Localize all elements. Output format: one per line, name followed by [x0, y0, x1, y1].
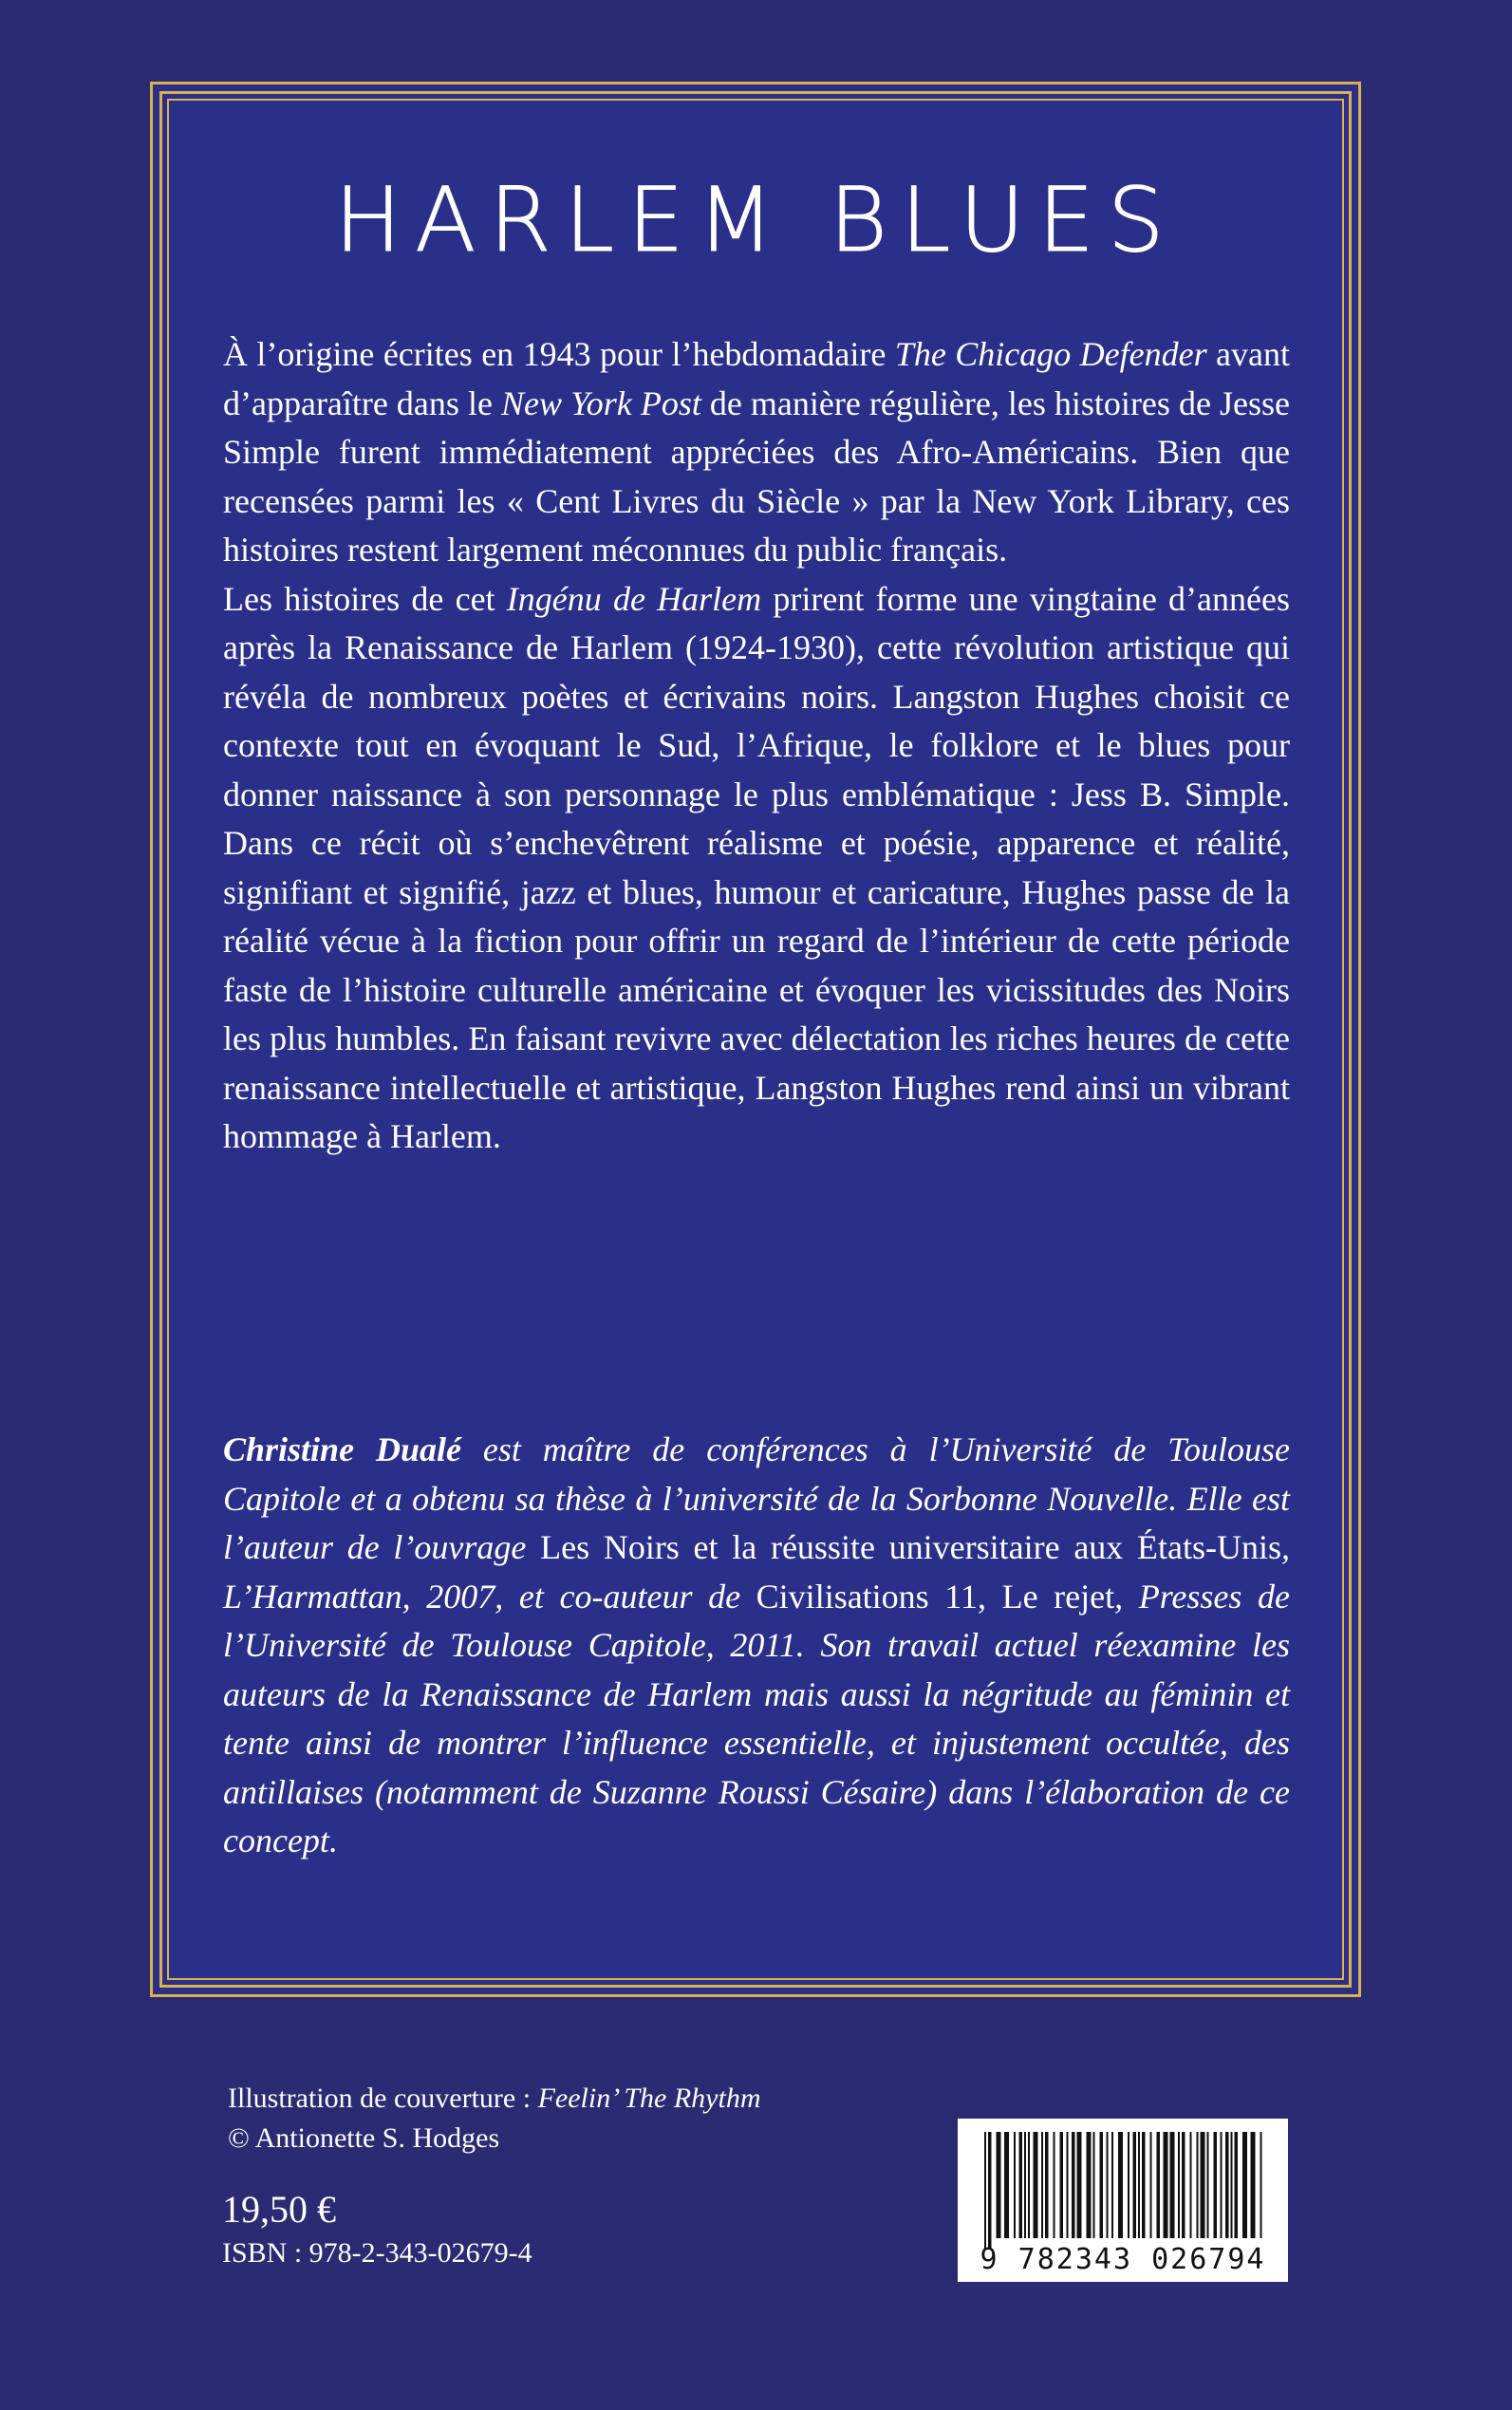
summary-p2-run: Les histoires de cet: [223, 579, 507, 618]
barcode-bar: [1054, 2132, 1055, 2238]
author-bio: [223, 1426, 1290, 1866]
barcode-digits: 9 782343 026794: [980, 2243, 1266, 2276]
bio-book-title: Les Noirs et la réussite universitaire aux États-Unis: [540, 1528, 1282, 1566]
illustration-credit: [228, 2079, 761, 2119]
summary-p1-run: avant d’apparaître dans le: [223, 335, 1291, 422]
barcode-bar: [1133, 2132, 1137, 2238]
barcode-bar: [1182, 2132, 1185, 2238]
barcode-bar: [1045, 2132, 1049, 2238]
barcode-bar: [1034, 2132, 1038, 2238]
illustration-label: Illustration de couverture :: [228, 2083, 538, 2114]
barcode-bar: [1231, 2132, 1233, 2238]
barcode-bar: [1142, 2132, 1146, 2238]
barcode-bar: [1190, 2132, 1192, 2238]
barcode-bar: [1164, 2132, 1168, 2238]
cover-credits: [228, 2079, 761, 2158]
bio-text: est maître de conférences à l’Université de Toulouse Capitole et a obtenu sa thèse à l’université de la Sorbonne Nouvelle. Elle est l’auteur de l’ouvrage: [223, 1430, 1290, 1566]
barcode-bar: [1041, 2132, 1043, 2238]
barcode-bar: [1107, 2132, 1109, 2238]
barcode-bar: [1072, 2132, 1075, 2238]
barcode-bar: [1207, 2132, 1209, 2238]
bio-text: , L’Harmattan, 2007, et co-auteur de: [223, 1528, 1291, 1616]
barcode-bar: [1128, 2132, 1129, 2238]
summary-p1-run: À l’origine écrites en 1943 pour l’hebdomadaire: [223, 335, 895, 373]
price-block: [222, 2188, 532, 2275]
price: 19,50 €: [222, 2188, 336, 2231]
barcode-bar: [1197, 2132, 1199, 2238]
barcode-bar: [1077, 2132, 1082, 2238]
summary-p1-run: New York Post: [501, 383, 701, 422]
barcode-bar: [1170, 2132, 1175, 2238]
barcode-bar: [1100, 2132, 1104, 2238]
summary-text: [223, 330, 1290, 1162]
barcode-bar: [1014, 2132, 1016, 2238]
illustration-title: Feelin’ The Rhythm: [537, 2083, 761, 2114]
barcode-bar: [1060, 2132, 1064, 2238]
summary-paragraph-1: [223, 330, 1290, 575]
barcode-bar: [997, 2132, 1001, 2238]
summary-p2-run: Ingénu de Harlem: [506, 579, 762, 618]
barcode-bar: [984, 2132, 986, 2250]
author-name: Christine Dualé: [223, 1430, 461, 1468]
barcode-bar: [1178, 2132, 1180, 2238]
barcode-bar: [1157, 2132, 1161, 2238]
barcode-bar: [1111, 2132, 1113, 2238]
barcode-bar: [1242, 2132, 1247, 2238]
summary-p1-run: The Chicago Defender: [894, 335, 1207, 373]
book-title: HARLEM BLUES: [334, 169, 1178, 272]
barcode-bar: [1024, 2132, 1026, 2238]
barcode-bar: [1118, 2132, 1123, 2238]
barcode-bar: [1087, 2132, 1092, 2238]
barcode-bar: [1067, 2132, 1069, 2238]
copyright-line: © Antionette S. Hodges: [228, 2122, 500, 2154]
summary-p2-run: prirent forme une vingtaine d’années après la Renaissance de Harlem (1924-1930), cette révolution artistique qui révéla de nombreux poètes et écrivains noirs. Langston Hughes choisit ce contexte tout en évoquant le Sud, l’Afrique, le folklore et le blues pour donner naissance à son personnage le plus emblématique : Jess B. Simple. Dans ce récit où s’enchevêtrent réalisme et poésie, apparence et réalité, signifiant et signifié, jazz et blues, humour et caricature, Hughes passe de la réalité vécue à la fiction pour offrir un regard de l’intérieur de cette période faste de l’histoire culturelle américaine et évoquer les vicissitudes des Noirs les plus humbles. En faisant revivre avec délectation les riches heures de cette renaissance intellectuelle et artistique, Langston Hughes rend ainsi un vibrant hommage à Harlem.: [223, 579, 1290, 1155]
barcode: [958, 2119, 1288, 2282]
barcode-bar: [1004, 2132, 1009, 2238]
barcode-bar: [1093, 2132, 1095, 2238]
barcode-bar: [1225, 2132, 1229, 2238]
barcode-bar: [1251, 2132, 1256, 2238]
barcode-bar: [1028, 2132, 1030, 2238]
barcode-bar: [1019, 2132, 1023, 2238]
summary-p1-run: de manière régulière, les histoires de Jesse Simple furent immédiatement appréciées des Afro-Américains. Bien que recensées parmi les « Cent Livres du Siècle » par la New York Library, ces histoires restent largement méconnues du public français.: [223, 383, 1290, 569]
barcode-bar: [988, 2132, 992, 2250]
bio-text: , Presses de l’Université de Toulouse Capitole, 2011. Son travail actuel réexamine les auteurs de la Renaissance de Harlem mais aussi la négritude au féminin et tente ainsi de montrer l’influence essentielle, et injustement occultée, des antillaises (notamment de Suzanne Roussi Césaire) dans l’élaboration de ce concept.: [223, 1577, 1290, 1859]
barcode-bar: [1235, 2132, 1239, 2238]
barcode-bar: [1260, 2132, 1262, 2238]
bio-book-title: Civilisations 11, Le rejet: [756, 1577, 1115, 1616]
isbn: ISBN : 978-2-343-02679-4: [222, 2237, 532, 2269]
barcode-bar: [1214, 2132, 1218, 2238]
barcode-bar: [1150, 2132, 1152, 2238]
barcode-bar: [1221, 2132, 1223, 2238]
barcode-bar: [1201, 2132, 1205, 2238]
summary-paragraph-2: [223, 575, 1290, 1162]
barcode-bar: [1138, 2132, 1140, 2238]
